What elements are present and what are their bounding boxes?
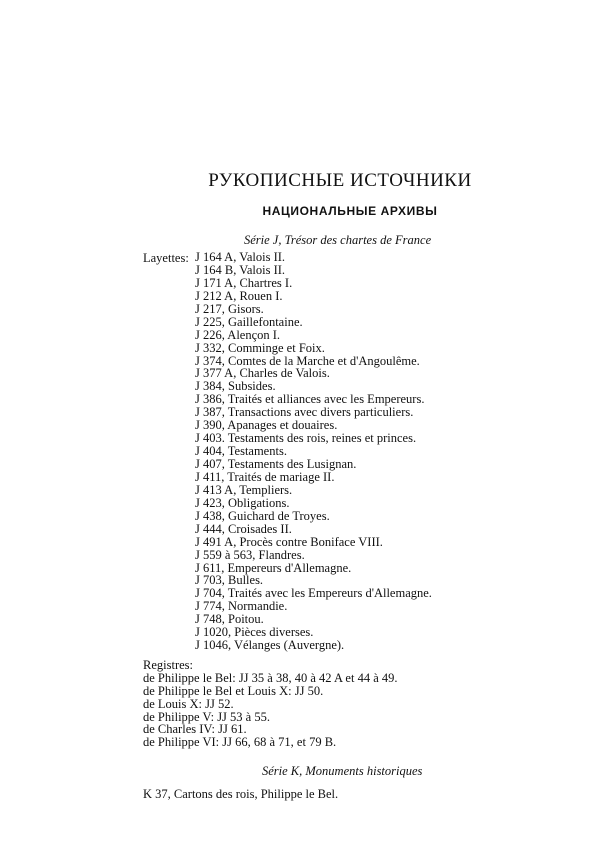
list-item: J 1020, Pièces diverses. xyxy=(195,625,314,640)
section-heading: НАЦИОНАЛЬНЫЕ АРХИВЫ xyxy=(262,204,438,218)
list-item: J 411, Traités de mariage II. xyxy=(195,469,335,484)
list-item: J 703, Bulles. xyxy=(195,573,264,588)
list-item: J 423, Obligations. xyxy=(195,495,290,510)
list-item: J 559 à 563, Flandres. xyxy=(195,547,305,562)
list-item: J 332, Comminge et Foix. xyxy=(195,340,325,355)
registres-list xyxy=(143,659,398,749)
list-item: de Philippe le Bel: JJ 35 à 38, 40 à 42 A et 44 à 49. xyxy=(143,670,398,685)
list-item: J 403. Testaments des rois, reines et princes. xyxy=(195,431,417,446)
list-item: J 611, Empereurs d'Allemagne. xyxy=(195,560,352,575)
layettes-label: Layettes: xyxy=(143,251,189,265)
list-item: J 1046, Vélanges (Auvergne). xyxy=(195,638,345,653)
list-item: de Charles IV: JJ 61. xyxy=(143,722,247,737)
list-item: J 387, Transactions avec divers particuliers. xyxy=(195,405,414,420)
k-entry: K 37, Cartons des rois, Philippe le Bel. xyxy=(143,787,339,801)
list-item: J 404, Testaments. xyxy=(195,444,287,459)
list-item: J 774, Normandie. xyxy=(195,599,288,614)
list-item: J 491 A, Procès contre Boniface VIII. xyxy=(195,534,383,549)
list-item: J 374, Comtes de la Marche et d'Angoulême. xyxy=(195,353,420,368)
registres-label: Registres: xyxy=(143,658,193,672)
list-item: J 438, Guichard de Troyes. xyxy=(195,508,330,523)
list-item: de Philippe VI: JJ 66, 68 à 71, et 79 B. xyxy=(143,735,337,750)
list-item: J 217, Gisors. xyxy=(195,301,264,316)
list-item: J 704, Traités avec les Empereurs d'Allemagne. xyxy=(195,586,432,601)
list-item: J 444, Croisades II. xyxy=(195,521,292,536)
page-title: РУКОПИСНЫЕ ИСТОЧНИКИ xyxy=(208,170,472,191)
list-item: de Louis X: JJ 52. xyxy=(143,696,234,711)
list-item: J 413 A, Templiers. xyxy=(195,482,293,497)
list-item: J 212 A, Rouen I. xyxy=(195,288,283,303)
list-item: de Philippe V: JJ 53 à 55. xyxy=(143,709,270,724)
list-item: de Philippe le Bel et Louis X: JJ 50. xyxy=(143,683,324,698)
list-item: J 407, Testaments des Lusignan. xyxy=(195,457,357,471)
list-item: J 164 A, Valois II. xyxy=(195,250,286,264)
list-item: J 226, Alençon I. xyxy=(195,327,281,342)
list-item: J 384, Subsides. xyxy=(195,379,276,394)
list-item: J 171 A, Chartres I. xyxy=(195,275,293,290)
list-item: J 377 A, Charles de Valois. xyxy=(195,366,330,381)
series-j-heading: Série J, Trésor des chartes de France xyxy=(244,233,432,247)
list-item: J 164 B, Valois II. xyxy=(195,262,286,277)
series-k-heading: Série K, Monuments historiques xyxy=(262,764,423,778)
list-item: J 225, Gaillefontaine. xyxy=(195,314,303,329)
list-item: J 386, Traités et alliances avec les Empereurs. xyxy=(195,392,425,407)
layettes-list xyxy=(195,251,432,652)
list-item: J 748, Poitou. xyxy=(195,612,264,627)
list-item: J 390, Apanages et douaires. xyxy=(195,418,338,433)
